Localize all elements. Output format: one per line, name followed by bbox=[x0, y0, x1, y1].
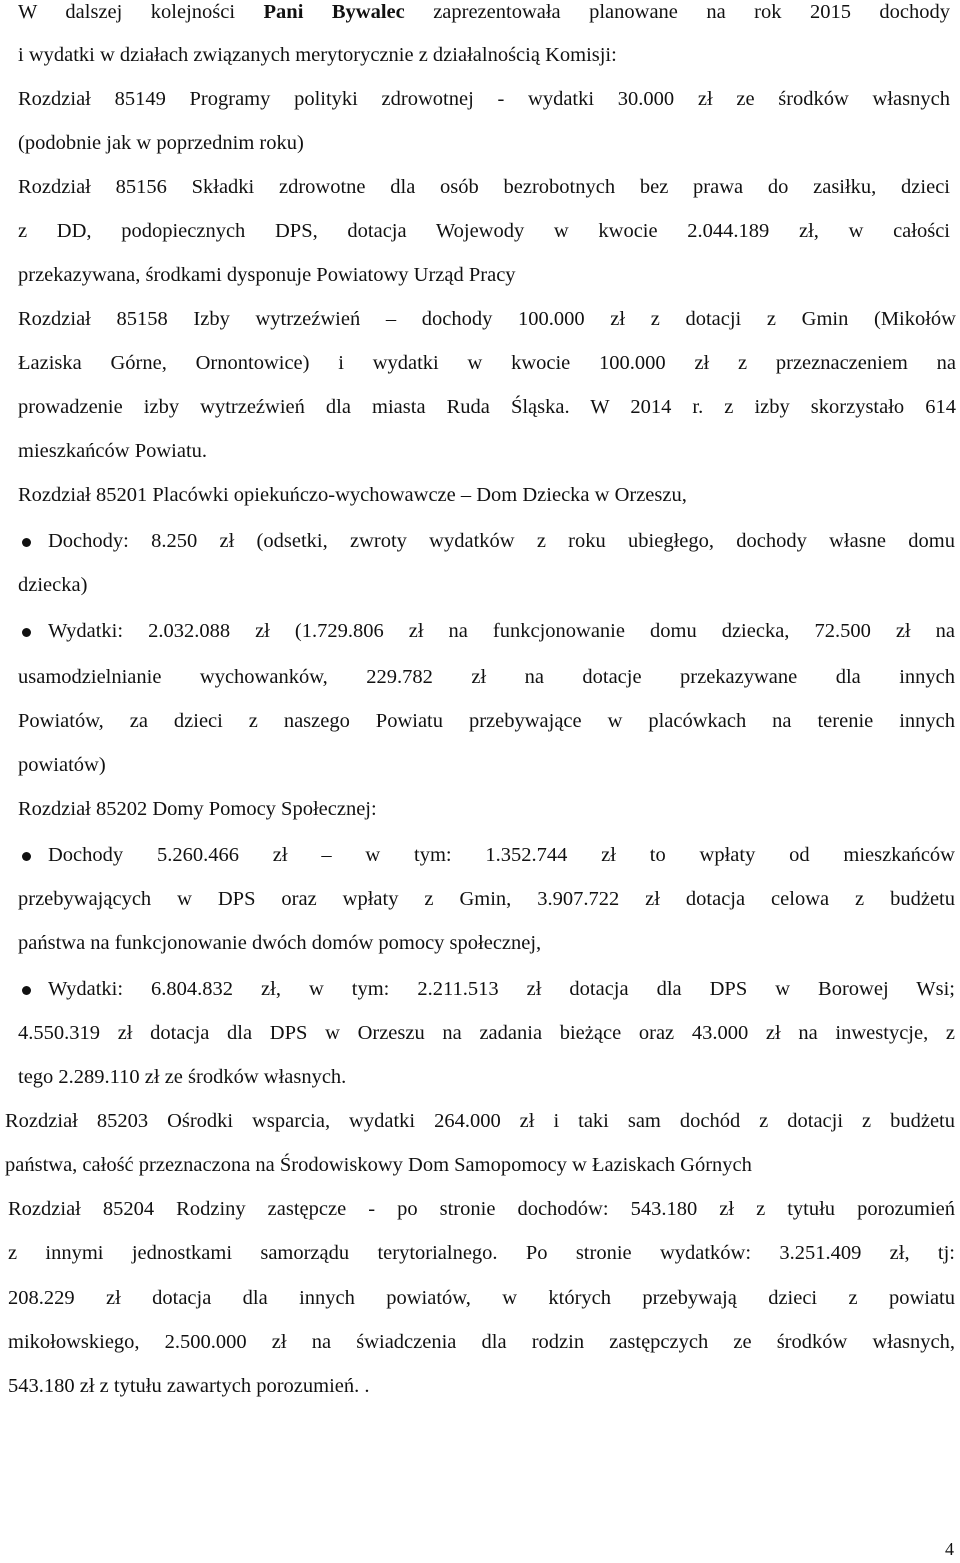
text-line: mieszkańców Powiatu. bbox=[18, 440, 208, 462]
text-line: państwa na funkcjonowanie dwóch domów pomocy społecznej, bbox=[18, 932, 542, 954]
text-line: dziecka) bbox=[18, 574, 88, 596]
text-line: 208.229 zł dotacja dla innych powiatów, w których przebywają dzieci z powiatu bbox=[8, 1287, 955, 1309]
text-line: Wydatki: 6.804.832 zł, w tym: 2.211.513 zł dotacja dla DPS w Borowej Wsi; bbox=[48, 978, 955, 1000]
text-line: Wydatki: 2.032.088 zł (1.729.806 zł na funkcjonowanie domu dziecka, 72.500 zł na bbox=[48, 620, 955, 642]
bullet-icon bbox=[22, 852, 31, 861]
text-line: z innymi jednostkami samorządu terytorialnego. Po stronie wydatków: 3.251.409 zł, tj: bbox=[8, 1242, 955, 1264]
text-line: (podobnie jak w poprzednim roku) bbox=[18, 132, 304, 154]
text-line: państwa, całość przeznaczona na Środowiskowy Dom Samopomocy w Łaziskach Górnych bbox=[5, 1154, 752, 1176]
text-line: Rozdział 85149 Programy polityki zdrowotnej - wydatki 30.000 zł ze środków własnych bbox=[18, 88, 950, 110]
text-line: W dalszej kolejności Pani Bywalec zaprezentowała planowane na rok 2015 dochody bbox=[18, 1, 950, 23]
bullet-icon bbox=[22, 538, 31, 547]
text-line: 4.550.319 zł dotacja dla DPS w Orzeszu na zadania bieżące oraz 43.000 zł na inwestycje, z bbox=[18, 1022, 955, 1044]
text-line: Rozdział 85202 Domy Pomocy Społecznej: bbox=[18, 798, 377, 820]
text-line: przekazywana, środkami dysponuje Powiatowy Urząd Pracy bbox=[18, 264, 516, 286]
text-line: Rozdział 85203 Ośrodki wsparcia, wydatki 264.000 zł i taki sam dochód z dotacji z budżetu bbox=[5, 1110, 955, 1132]
text-line: tego 2.289.110 zł ze środków własnych. bbox=[18, 1066, 347, 1088]
text-line: przebywających w DPS oraz wpłaty z Gmin, 3.907.722 zł dotacja celowa z budżetu bbox=[18, 888, 955, 910]
text-line: z DD, podopiecznych DPS, dotacja Wojewody w kwocie 2.044.189 zł, w całości bbox=[18, 220, 950, 242]
text-line: Rozdział 85158 Izby wytrzeźwień – dochody 100.000 zł z dotacji z Gmin (Mikołów bbox=[18, 308, 956, 330]
text-line: mikołowskiego, 2.500.000 zł na świadczenia dla rodzin zastępczych ze środków własnych, bbox=[8, 1331, 955, 1353]
text-line: Rozdział 85201 Placówki opiekuńczo-wychowawcze – Dom Dziecka w Orzeszu, bbox=[18, 484, 687, 506]
text-line: Dochody 5.260.466 zł – w tym: 1.352.744 zł to wpłaty od mieszkańców bbox=[48, 844, 955, 866]
bullet-icon bbox=[22, 628, 31, 637]
text-line: Rozdział 85204 Rodziny zastępcze - po stronie dochodów: 543.180 zł z tytułu porozumień bbox=[8, 1198, 955, 1220]
text-line: i wydatki w działach związanych merytorycznie z działalnością Komisji: bbox=[18, 44, 617, 66]
text-line: Dochody: 8.250 zł (odsetki, zwroty wydatków z roku ubiegłego, dochody własne domu bbox=[48, 530, 955, 552]
text-line: 543.180 zł z tytułu zawartych porozumień. . bbox=[8, 1375, 370, 1397]
text-line: Łaziska Górne, Ornontowice) i wydatki w kwocie 100.000 zł z przeznaczeniem na bbox=[18, 352, 956, 374]
bullet-icon bbox=[22, 986, 31, 995]
text-line: Powiatów, za dzieci z naszego Powiatu przebywające w placówkach na terenie innych bbox=[18, 710, 955, 732]
text-line: Rozdział 85156 Składki zdrowotne dla osób bezrobotnych bez prawa do zasiłku, dzieci bbox=[18, 176, 950, 198]
text-line: powiatów) bbox=[18, 754, 106, 776]
text-line: usamodzielnianie wychowanków, 229.782 zł na dotacje przekazywane dla innych bbox=[18, 666, 955, 688]
page-number: 4 bbox=[945, 1539, 954, 1559]
text-line: prowadzenie izby wytrzeźwień dla miasta Ruda Śląska. W 2014 r. z izby skorzystało 614 bbox=[18, 396, 956, 418]
speaker-name: Pani Bywalec bbox=[263, 1, 405, 23]
